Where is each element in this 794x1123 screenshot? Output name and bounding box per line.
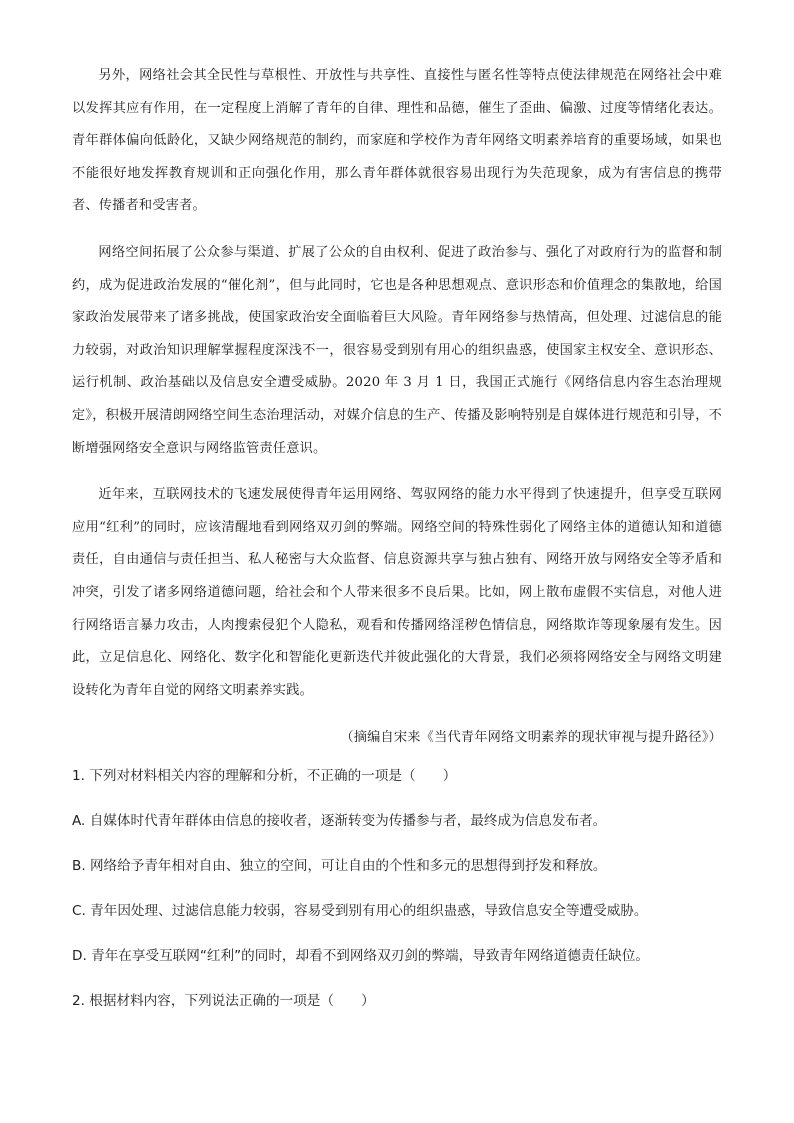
- question-1-option-a: A. 自媒体时代青年群体由信息的接收者，逐渐转变为传播参与者，最终成为信息发布者。: [72, 813, 607, 830]
- question-1-option-c: C. 青年因处理、过滤信息能力较弱，容易受到别有用心的组织蛊惑，导致信息安全等遭受威胁。: [72, 903, 648, 920]
- question-1-stem: 1. 下列对材料相关内容的理解和分析，不正确的一项是（ ）: [72, 768, 457, 785]
- question-1-option-d: D. 青年在享受互联网“红利”的同时，却看不到网络双刃剑的弊端，导致青年网络道德责任缺位。: [72, 948, 649, 965]
- passage-paragraph-2: 网络空间拓展了公众参与渠道、扩展了公众的自由权利、促进了政治参与、强化了对政府行为的监督和制约，成为促进政治发展的“催化剂”，但与此同时，它也是各种思想观点、意识形态和价值理念的集散地，给国家政治发展带来了诸多挑战，使国家政治安全面临着巨大风险。青年网络参与热情高，但处理、过滤信息的能力较弱，对政治知识理解掌握程度深浅不一，很容易受到别有用心的组织蛊惑，使国家主权安全、意识形态、运行机制、政治基础以及信息安全遭受威胁。2020 年 3 月 1 日，我国正式施行《网络信息内容生态治理规定》，积极开展清朗网络空间生态治理活动，对媒介信息的生产、传播及影响特别是自媒体进行规范和引导，不断增强网络安全意识与网络监管责任意识。: [72, 244, 722, 456]
- passage-source: （摘编自宋来《当代青年网络文明素养的现状审视与提升路径》）: [340, 730, 722, 746]
- document-page: [72, 60, 722, 1012]
- passage-paragraph-3: 近年来，互联网技术的飞速发展使得青年运用网络、驾驭网络的能力水平得到了快速提升，但享受互联网应用“红利”的同时，应该清醒地看到网络双刃剑的弊端。网络空间的特殊性弱化了网络主体的道德认知和道德责任，自由通信与责任担当、私人秘密与大众监督、信息资源共享与独占独有、网络开放与网络安全等矛盾和冲突，引发了诸多网络道德问题，给社会和个人带来很多不良后果。比如，网上散布虚假不实信息，对他人进行网络语言暴力攻击，人肉搜索侵犯个人隐私，观看和传播网络淫秽色情信息，网络欺诈等现象屡有发生。因此，立足信息化、网络化、数字化和智能化更新迭代并彼此强化的大背景，我们必须将网络安全与网络文明建设转化为青年自觉的网络文明素养实践。: [72, 487, 722, 698]
- passage-paragraph-1: 另外，网络社会其全民性与草根性、开放性与共享性、直接性与匿名性等特点使法律规范在网络社会中难以发挥其应有作用，在一定程度上消解了青年的自律、理性和品德，催生了歪曲、偏激、过度等情绪化表达。青年群体偏向低龄化，又缺少网络规范的制约，而家庭和学校作为青年网络文明素养培育的重要场域，如果也不能很好地发挥教育规训和正向强化作用，那么青年群体就很容易出现行为失范现象，成为有害信息的携带者、传播者和受害者。: [72, 68, 722, 214]
- question-1-option-b: B. 网络给予青年相对自由、独立的空间，可让自由的个性和多元的思想得到抒发和释放。: [72, 858, 607, 875]
- question-2-stem: 2. 根据材料内容，下列说法正确的一项是（ ）: [72, 993, 375, 1010]
